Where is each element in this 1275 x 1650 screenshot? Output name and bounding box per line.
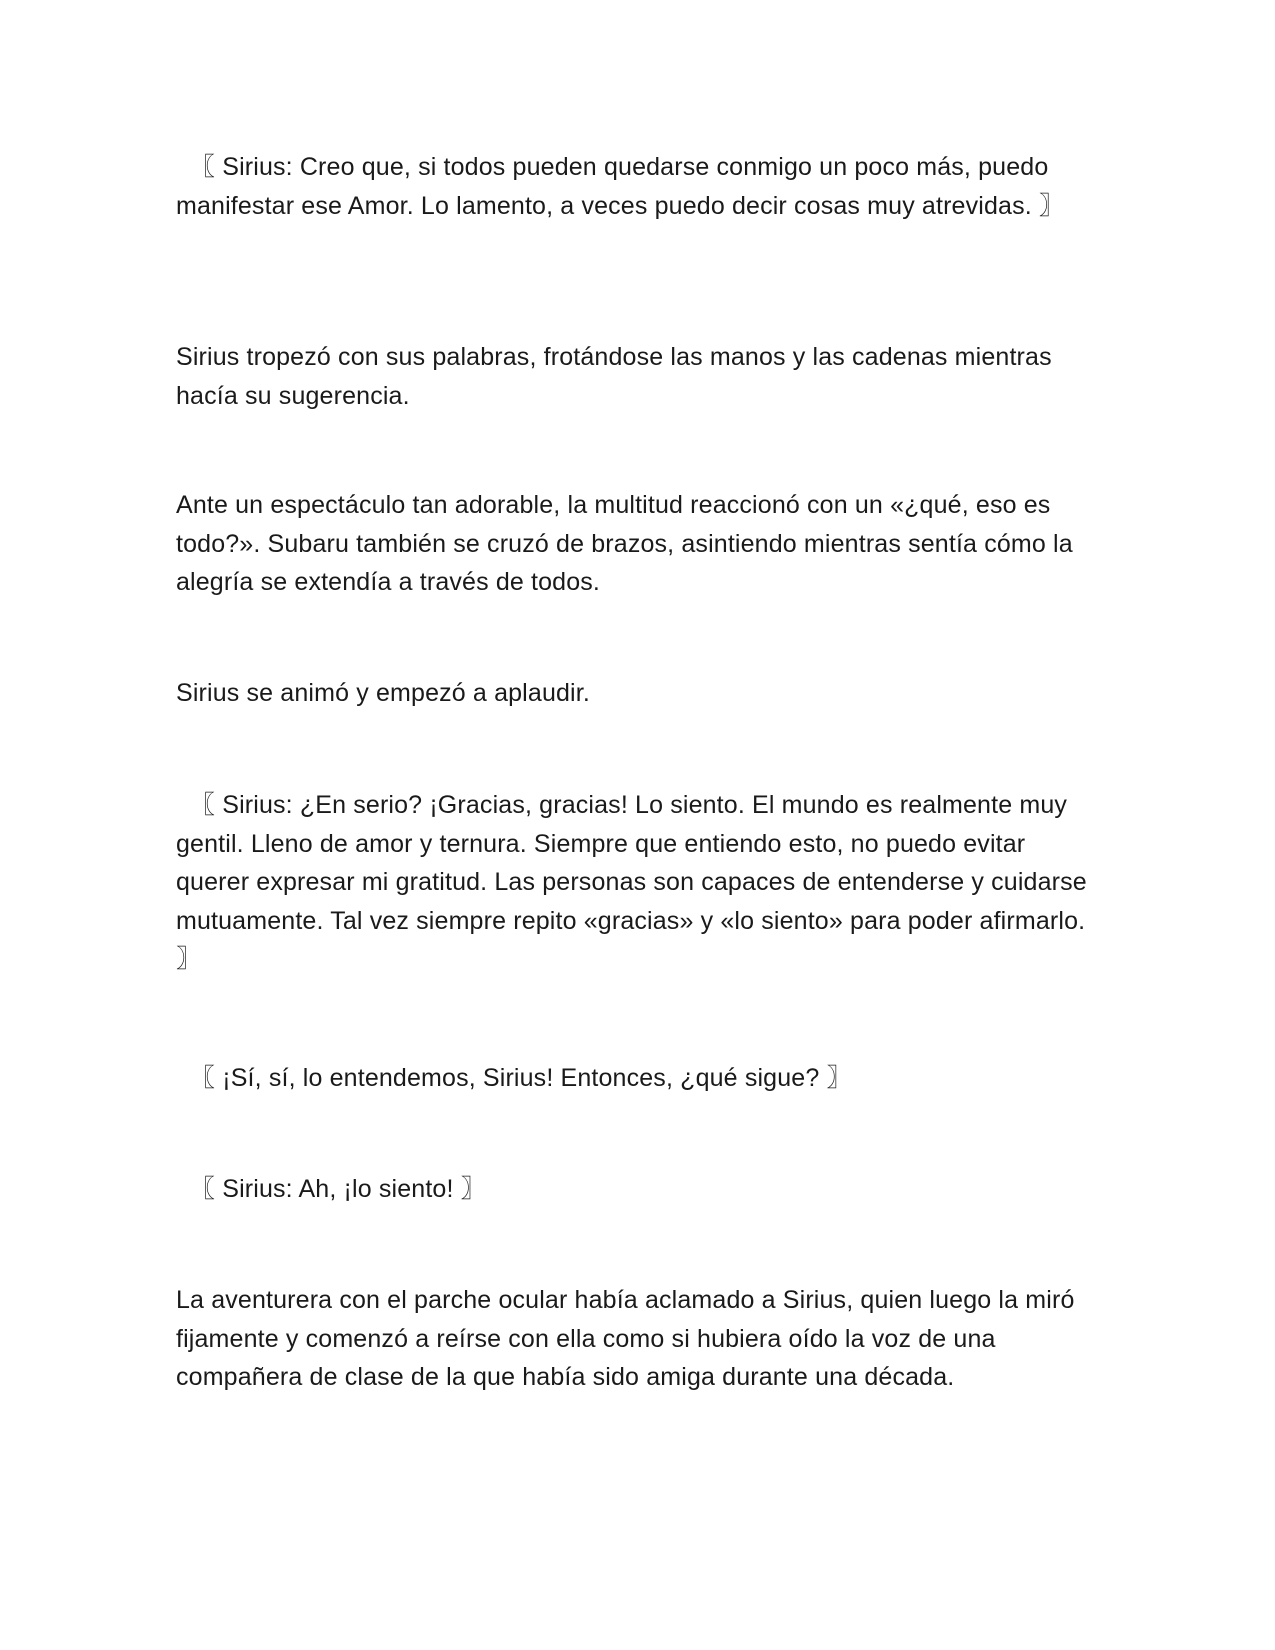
narration-paragraph: La aventurera con el parche ocular había aclamado a Sirius, quien luego la miró fijamente y comenzó a reírse con ella como si hubiera oído la voz de una compañera de clase de la que había sido amiga durante una década. <box>176 1286 1075 1391</box>
dialogue-paragraph: 〖 Sirius: Creo que, si todos pueden quedarse conmigo un poco más, puedo manifestar ese Amor. Lo lamento, a veces puedo decir cosas muy atrevidas. 〗 <box>176 153 1065 220</box>
narration-paragraph: Sirius tropezó con sus palabras, frotándose las manos y las cadenas mientras hacía su sugerencia. <box>176 343 1052 410</box>
dialogue-paragraph: 〖 ¡Sí, sí, lo entendemos, Sirius! Entonces, ¿qué sigue? 〗 <box>190 1064 852 1092</box>
dialogue-paragraph: 〖 Sirius: Ah, ¡lo siento! 〗 <box>190 1175 486 1203</box>
narration-paragraph: Sirius se animó y empezó a aplaudir. <box>176 679 590 707</box>
narration-paragraph: Ante un espectáculo tan adorable, la multitud reaccionó con un «¿qué, eso es todo?». Subaru también se cruzó de brazos, asintiendo mientras sentía cómo la alegría se extendía a través de todos. <box>176 491 1073 596</box>
dialogue-paragraph: 〖 Sirius: ¿En serio? ¡Gracias, gracias! Lo siento. El mundo es realmente muy gentil. Lleno de amor y ternura. Siempre que entiendo esto, no puedo evitar querer expresar mi gratitud. Las personas son capaces de entenderse y cuidarse mutuamente. Tal vez siempre repito «gracias» y «lo siento» para poder afirmarlo. 〗 <box>176 791 1087 973</box>
